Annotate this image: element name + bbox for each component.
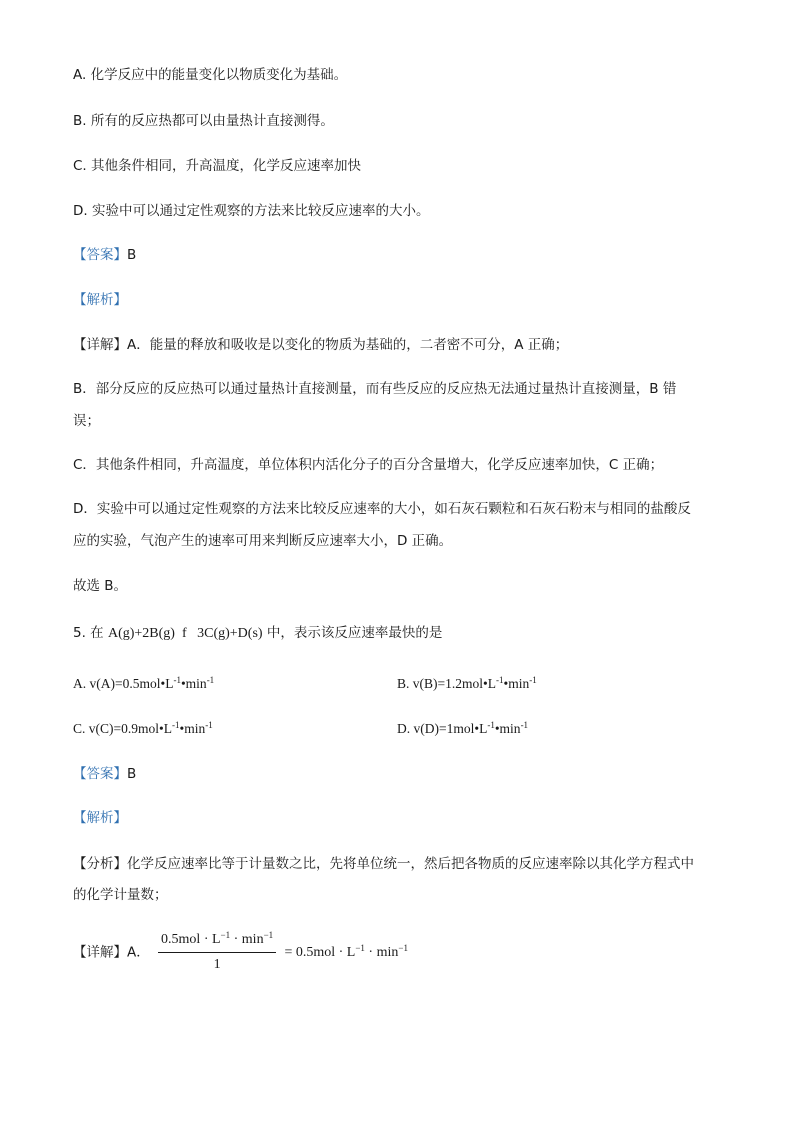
detail-tag: 【详解】 (73, 944, 127, 961)
detail-a-text: A．能量的释放和吸收是以变化的物质为基础的，二者密不可分，A 正确； (127, 337, 569, 353)
detail-prefix: A． (127, 944, 150, 961)
q4-option-b: B. 所有的反应热都可以由量热计直接测得。 (73, 113, 334, 129)
q4-detail-b-line2: 误； (73, 413, 100, 429)
fenxi-tag: 【分析】 (73, 856, 127, 872)
fraction-result: = $0.5mol \cdot L^{-1} \cdot \min^{-1}$ (284, 942, 408, 960)
fenxi-text: 化学反应速率比等于计量数之比，先将单位统一，然后把各物质的反应速率除以其化学方程式中 (127, 856, 694, 872)
q4-detail-c: C．其他条件相同，升高温度，单位体积内活化分子的百分含量增大，化学反应速率加快，C 正确； (73, 457, 664, 473)
fraction-denominator: 1 (213, 957, 221, 972)
q5-option-b: B. $v(B)=1.2mol•L^{-1}•\min^{-1}$ (397, 675, 537, 691)
answer-tag: 【答案】 (73, 247, 127, 263)
q4-option-d: D. 实验中可以通过定性观察的方法来比较反应速率的大小。 (73, 203, 430, 219)
q5-analysis-heading (73, 809, 127, 827)
q4-option-c: C. 其他条件相同，升高温度，化学反应速率加快 (73, 158, 362, 174)
q4-detail-a (73, 336, 568, 354)
q5-number: 5. 在 (73, 625, 104, 641)
q5-fenxi-line1 (73, 855, 694, 873)
q4-detail-d-line2: 应的实验，气泡产生的速率可用来判断反应速率大小，D 正确。 (73, 533, 453, 549)
detail-tag: 【详解】 (73, 337, 127, 353)
q5-option-d: D. $v(D)=1mol•L^{-1}•\min^{-1}$ (397, 720, 529, 736)
analysis-tag: 【解析】 (73, 810, 127, 826)
rate-fraction (158, 930, 276, 975)
q4-option-a: A. 化学反应中的能量变化以物质变化为基础。 (73, 67, 348, 83)
analysis-tag: 【解析】 (73, 292, 127, 308)
fraction-numerator: $0.5mol \cdot L^{-1} \cdot \min^{-1}$ (158, 930, 276, 953)
q5-option-a: A. $v(A)=0.5mol•L^{-1}•\min^{-1}$ (73, 675, 215, 691)
q4-detail-d-line1: D．实验中可以通过定性观察的方法来比较反应速率的大小，如石灰石颗粒和石灰石粉末与相同的盐酸反 (73, 501, 691, 517)
q5-stem (73, 624, 442, 643)
q5-detail-a (73, 930, 408, 975)
answer-value: B (127, 247, 137, 263)
q4-detail-b-line1: B．部分反应的反应热可以通过量热计直接测量，而有些反应的反应热无法通过量热计直接测量，B 错 (73, 381, 677, 397)
q5-equation: A(g)+2B(g) f 3C(g)+D(s) (107, 626, 263, 641)
answer-value: B (127, 766, 137, 782)
q5-answer (73, 765, 136, 783)
q4-answer (73, 246, 136, 264)
q5-option-c: C. $v(C)=0.9mol•L^{-1}•\min^{-1}$ (73, 720, 213, 736)
answer-tag: 【答案】 (73, 766, 127, 782)
q5-stem-suffix: 中，表示该反应速率最快的是 (266, 625, 443, 641)
q5-fenxi-line2: 的化学计量数； (73, 887, 168, 903)
q4-conclusion: 故选 B。 (73, 578, 128, 594)
q4-analysis-heading (73, 291, 127, 309)
